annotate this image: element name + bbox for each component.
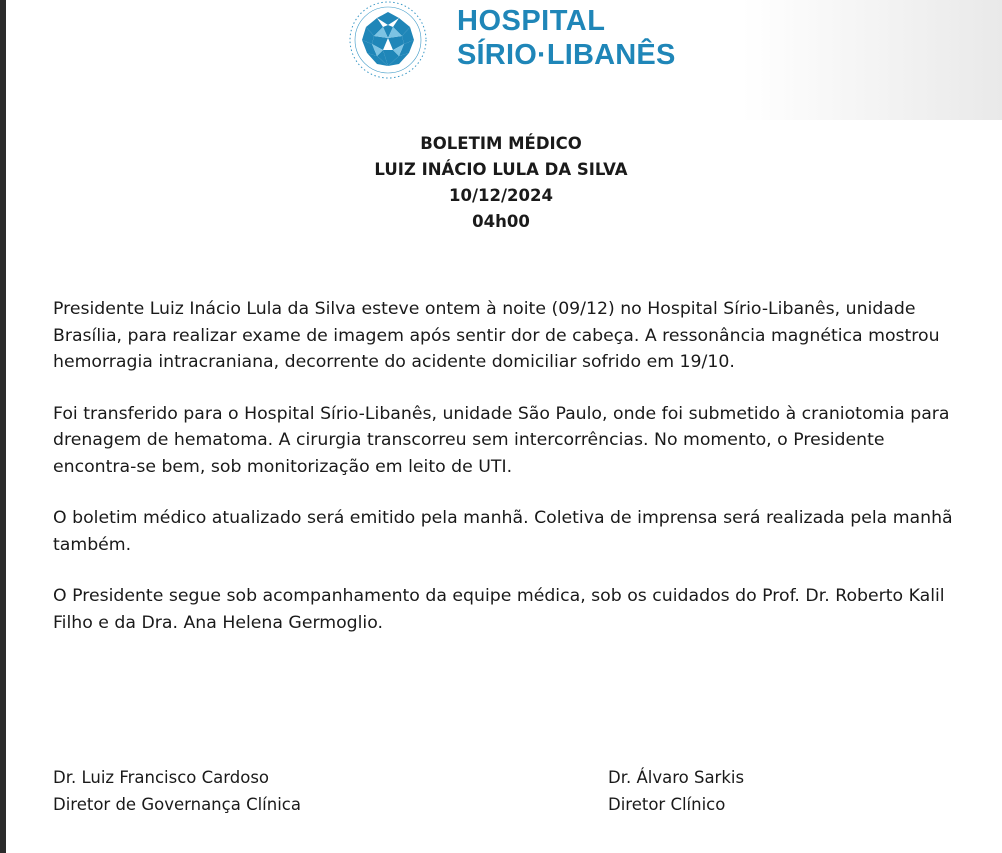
- hospital-logo-icon: [333, 0, 443, 86]
- hospital-brand: [457, 4, 676, 72]
- patient-name: LUIZ INÁCIO LULA DA SILVA: [374, 160, 628, 179]
- bulletin-header: [0, 131, 1002, 235]
- paragraph: O Presidente segue sob acompanhamento da equipe médica, sob os cuidados do Prof. Dr. Roberto Kalil Filho e da Dra. Ana Helena Germoglio.: [53, 586, 945, 633]
- signer-role: Diretor de Governança Clínica: [53, 795, 301, 814]
- paragraph: Foi transferido para o Hospital Sírio-Libanês, unidade São Paulo, onde foi submetido à craniotomia para drenagem de hematoma. A cirurgia transcorreu sem intercorrências. No momento, o Presidente encontra-se bem, sob monitorização em leito de UTI.: [53, 403, 950, 477]
- paragraph: Presidente Luiz Inácio Lula da Silva esteve ontem à noite (09/12) no Hospital Sírio-Libanês, unidade Brasília, para realizar exame de imagem após sentir dor de cabeça. A ressonância magnética mostrou hemorragia intracraniana, decorrente do acidente domiciliar sofrido em 19/10.: [53, 299, 940, 372]
- scan-left-edge: [0, 0, 6, 853]
- signature-right: [608, 764, 744, 818]
- brand-line-2: SÍRIO·LIBANÊS: [457, 39, 676, 71]
- bulletin-title: BOLETIM MÉDICO: [420, 134, 582, 153]
- signature-left: [53, 764, 301, 818]
- signer-name: Dr. Álvaro Sarkis: [608, 768, 745, 787]
- signer-name: Dr. Luiz Francisco Cardoso: [53, 768, 270, 787]
- brand-line-1: HOSPITAL: [457, 5, 606, 37]
- signer-role: Diretor Clínico: [608, 795, 726, 814]
- bulletin-time: 04h00: [472, 212, 530, 231]
- scan-shadow: [742, 0, 1002, 120]
- bulletin-body: [53, 296, 958, 661]
- bulletin-date: 10/12/2024: [449, 186, 553, 205]
- paragraph: O boletim médico atualizado será emitido pela manhã. Coletiva de imprensa será realizada pela manhã também.: [53, 508, 953, 555]
